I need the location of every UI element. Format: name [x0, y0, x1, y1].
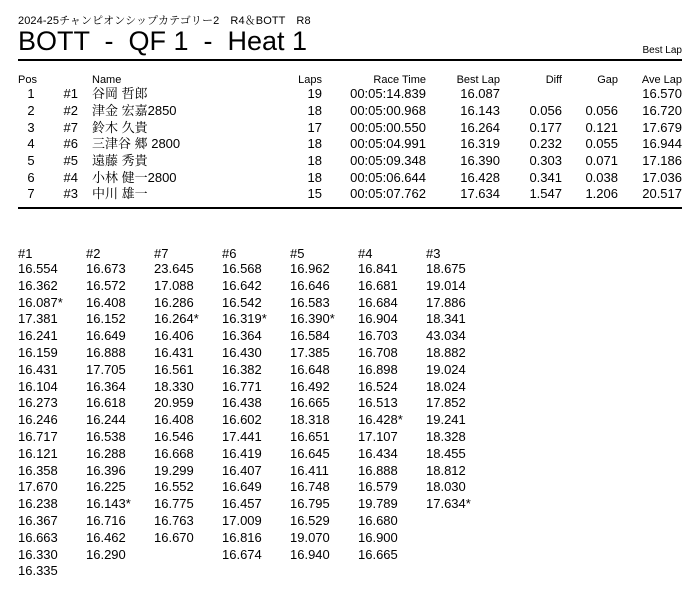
lap-time: 16.684 — [358, 294, 398, 310]
lap-time: 16.430 — [222, 344, 262, 360]
lap-time: 18.882 — [426, 344, 466, 360]
cell-laps: 18 — [307, 136, 322, 152]
lap-time: 18.812 — [426, 462, 466, 478]
cell-best-lap: 16.428 — [460, 169, 500, 185]
cell-number: #3 — [63, 186, 78, 202]
cell-ave-lap: 16.944 — [642, 136, 682, 152]
lap-time: 17.852 — [426, 395, 466, 411]
cell-ave-lap: 16.720 — [642, 103, 682, 119]
lap-time: 16.411 — [290, 462, 329, 478]
lap-time: 18.328 — [426, 428, 466, 444]
lap-time: 16.674 — [222, 546, 262, 562]
cell-diff: 0.303 — [529, 153, 562, 169]
lap-time: 18.318 — [290, 412, 330, 428]
lap-column-header: #6 — [222, 246, 237, 261]
table-row — [18, 136, 682, 153]
lap-time: 16.407 — [222, 462, 262, 478]
lap-time: 16.602 — [222, 412, 262, 428]
lap-column-header: #1 — [18, 246, 33, 261]
lap-time: 16.246 — [18, 412, 58, 428]
lap-time: 16.888 — [358, 462, 398, 478]
cell-pos: 4 — [27, 136, 35, 152]
lap-time: 16.898 — [358, 361, 398, 377]
cell-diff: 0.232 — [529, 136, 562, 152]
lap-time: 16.663 — [18, 529, 58, 545]
lap-time: 16.419 — [222, 445, 262, 461]
lap-time: 16.367 — [18, 512, 58, 528]
lap-time: 16.330 — [18, 546, 58, 562]
table-row — [18, 186, 682, 203]
col-name: Name — [92, 74, 122, 86]
cell-name: 中川 雄一 — [92, 186, 148, 202]
lap-time: 16.225 — [86, 479, 126, 495]
lap-time: 17.107 — [358, 428, 398, 444]
lap-time: 16.462 — [86, 529, 126, 545]
lap-time: 18.675 — [426, 261, 466, 276]
lap-time: 16.583 — [290, 294, 330, 310]
lap-time: 16.651 — [290, 428, 330, 444]
cell-ave-lap: 17.679 — [642, 119, 682, 135]
cell-best-lap: 16.143 — [460, 103, 500, 119]
cell-laps: 18 — [307, 103, 322, 119]
table-row — [18, 86, 682, 103]
cell-race-time: 00:05:09.348 — [350, 153, 426, 169]
lap-time: 16.288 — [86, 445, 126, 461]
lap-time: 16.542 — [222, 294, 262, 310]
lap-column — [290, 246, 358, 580]
lap-column — [18, 246, 86, 580]
lap-time: 16.888 — [86, 344, 126, 360]
lap-time: 16.771 — [222, 378, 262, 394]
col-race-time: Race Time — [373, 74, 426, 86]
col-pos: Pos — [18, 74, 37, 86]
lap-column-header: #4 — [358, 246, 373, 261]
cell-gap: 0.121 — [585, 119, 618, 135]
lap-time: 16.584 — [290, 328, 330, 344]
lap-time: 16.513 — [358, 395, 398, 411]
cell-diff: 0.056 — [529, 103, 562, 119]
cell-diff: 0.177 — [529, 119, 562, 135]
lap-time: 16.264* — [154, 311, 199, 327]
lap-time: 16.244 — [86, 412, 126, 428]
col-laps: Laps — [298, 74, 322, 86]
cell-pos: 5 — [27, 153, 35, 169]
lap-time: 16.431 — [18, 361, 58, 377]
lap-time: 16.319* — [222, 311, 267, 327]
lap-time: 16.104 — [18, 378, 58, 394]
cell-laps: 18 — [307, 153, 322, 169]
lap-time: 16.273 — [18, 395, 58, 411]
lap-time: 16.642 — [222, 277, 262, 293]
lap-time: 17.705 — [86, 361, 126, 377]
lap-time: 18.024 — [426, 378, 466, 394]
lap-time: 16.646 — [290, 277, 330, 293]
cell-gap — [562, 86, 618, 103]
lap-time: 16.648 — [290, 361, 330, 377]
lap-time: 16.841 — [358, 261, 398, 276]
lap-time: 19.241 — [426, 412, 466, 428]
lap-time: 16.708 — [358, 344, 398, 360]
lap-time: 18.330 — [154, 378, 194, 394]
lap-times-grid — [18, 246, 494, 580]
lap-time: 16.290 — [86, 546, 126, 562]
lap-time: 16.795 — [290, 496, 330, 512]
col-best-lap: Best Lap — [456, 74, 500, 86]
lap-time: 20.959 — [154, 395, 194, 411]
cell-name: 谷岡 哲郎 — [92, 86, 148, 102]
lap-time: 18.455 — [426, 445, 466, 461]
cell-pos: 2 — [27, 103, 35, 119]
lap-time: 19.070 — [290, 529, 330, 545]
results-body — [18, 86, 682, 203]
cell-diff — [500, 86, 562, 103]
cell-name: 津金 宏嘉2850 — [92, 103, 177, 119]
lap-column-header: #7 — [154, 246, 169, 261]
lap-time: 17.009 — [222, 512, 262, 528]
lap-time: 16.364 — [86, 378, 126, 394]
lap-time: 19.014 — [426, 277, 466, 293]
lap-time: 16.286 — [154, 294, 194, 310]
cell-number: #2 — [63, 103, 78, 119]
lap-time: 16.554 — [18, 261, 58, 276]
cell-ave-lap: 20.517 — [642, 186, 682, 202]
lap-time: 16.241 — [18, 328, 58, 344]
lap-time: 16.673 — [86, 261, 126, 276]
cell-best-lap: 17.634 — [460, 186, 500, 202]
lap-time: 18.341 — [426, 311, 466, 327]
cell-best-lap: 16.390 — [460, 153, 500, 169]
lap-time: 16.816 — [222, 529, 262, 545]
lap-time: 16.406 — [154, 328, 194, 344]
lap-time: 16.900 — [358, 529, 398, 545]
lap-time: 23.645 — [154, 261, 194, 276]
results-header-row — [18, 72, 682, 86]
cell-number: #4 — [63, 169, 78, 185]
lap-time: 16.904 — [358, 311, 398, 327]
lap-time: 17.381 — [18, 311, 58, 327]
lap-time: 16.396 — [86, 462, 126, 478]
table-row — [18, 169, 682, 186]
lap-time: 16.428* — [358, 412, 403, 428]
lap-time: 16.382 — [222, 361, 262, 377]
lap-column — [154, 246, 222, 580]
lap-time: 16.775 — [154, 496, 194, 512]
cell-pos: 6 — [27, 169, 35, 185]
cell-number: #1 — [63, 86, 78, 102]
table-row — [18, 103, 682, 120]
lap-time: 16.763 — [154, 512, 194, 528]
cell-pos: 1 — [27, 86, 35, 102]
lap-time: 16.561 — [154, 361, 194, 377]
lap-time: 16.618 — [86, 395, 126, 411]
lap-time: 16.390* — [290, 311, 335, 327]
lap-time: 17.385 — [290, 344, 330, 360]
lap-time: 16.524 — [358, 378, 398, 394]
lap-time: 16.717 — [18, 428, 58, 444]
lap-time: 16.568 — [222, 261, 262, 276]
lap-time: 16.546 — [154, 428, 194, 444]
lap-time: 17.441 — [222, 428, 262, 444]
cell-gap: 1.206 — [585, 186, 618, 202]
lap-time: 43.034 — [426, 328, 466, 344]
lap-time: 17.670 — [18, 479, 58, 495]
lap-time: 16.159 — [18, 344, 58, 360]
lap-column — [86, 246, 154, 580]
cell-number: #7 — [63, 119, 78, 135]
lap-time: 16.748 — [290, 479, 330, 495]
lap-time: 16.665 — [358, 546, 398, 562]
cell-name: 鈴木 久貴 — [92, 119, 148, 135]
lap-time: 16.579 — [358, 479, 398, 495]
lap-time: 16.668 — [154, 445, 194, 461]
lap-time: 16.940 — [290, 546, 330, 562]
lap-time: 16.408 — [86, 294, 126, 310]
cell-race-time: 00:05:00.550 — [350, 119, 426, 135]
lap-column-header: #3 — [426, 246, 441, 261]
lap-time: 16.680 — [358, 512, 398, 528]
table-row — [18, 119, 682, 136]
lap-time: 16.143* — [86, 496, 131, 512]
cell-ave-lap: 17.186 — [642, 153, 682, 169]
header-rule — [18, 59, 682, 61]
col-ave-lap: Ave Lap — [641, 74, 682, 86]
lap-time: 16.238 — [18, 496, 58, 512]
lap-time: 16.492 — [290, 378, 330, 394]
lap-time: 16.431 — [154, 344, 194, 360]
lap-time: 19.299 — [154, 462, 194, 478]
cell-race-time: 00:05:07.762 — [350, 186, 426, 202]
table-row — [18, 153, 682, 170]
cell-gap: 0.071 — [585, 153, 618, 169]
cell-best-lap: 16.319 — [460, 136, 500, 152]
lap-time: 16.152 — [86, 311, 126, 327]
best-lap-legend: Best Lap — [642, 45, 682, 56]
lap-time: 16.665 — [290, 395, 330, 411]
cell-diff: 0.341 — [529, 169, 562, 185]
lap-time: 16.121 — [18, 445, 58, 461]
lap-column-header: #2 — [86, 246, 101, 261]
lap-time: 16.529 — [290, 512, 330, 528]
lap-time: 16.670 — [154, 529, 194, 545]
cell-gap: 0.055 — [585, 136, 618, 152]
cell-gap: 0.038 — [585, 169, 618, 185]
cell-best-lap: 16.087 — [460, 86, 500, 102]
cell-ave-lap: 16.570 — [642, 86, 682, 102]
lap-column — [358, 246, 426, 580]
cell-laps: 17 — [307, 119, 322, 135]
lap-time: 19.024 — [426, 361, 466, 377]
results-bottom-rule — [18, 207, 682, 209]
lap-time: 17.088 — [154, 277, 194, 293]
lap-time: 16.457 — [222, 496, 262, 512]
cell-laps: 18 — [307, 169, 322, 185]
lap-time: 16.572 — [86, 277, 126, 293]
cell-ave-lap: 17.036 — [642, 169, 682, 185]
cell-laps: 19 — [307, 86, 322, 102]
lap-time: 17.886 — [426, 294, 466, 310]
lap-time: 16.408 — [154, 412, 194, 428]
lap-column — [426, 246, 494, 580]
cell-number: #5 — [63, 153, 78, 169]
cell-name: 遠藤 秀貴 — [92, 153, 148, 169]
lap-time: 16.335 — [18, 563, 58, 579]
cell-race-time: 00:05:14.839 — [350, 86, 426, 102]
cell-name: 三津谷 郷 2800 — [92, 136, 181, 152]
lap-time: 16.681 — [358, 277, 398, 293]
lap-time: 16.434 — [358, 445, 398, 461]
col-gap: Gap — [597, 74, 618, 86]
lap-time: 16.438 — [222, 395, 262, 411]
col-diff: Diff — [545, 74, 562, 86]
lap-time: 16.716 — [86, 512, 126, 528]
cell-best-lap: 16.264 — [460, 119, 500, 135]
lap-time: 16.649 — [86, 328, 126, 344]
lap-time: 16.362 — [18, 277, 58, 293]
lap-time: 16.538 — [86, 428, 126, 444]
lap-time: 16.087* — [18, 294, 63, 310]
lap-time: 16.962 — [290, 261, 330, 276]
lap-column — [222, 246, 290, 580]
cell-name: 小林 健一2800 — [92, 169, 177, 185]
lap-time: 17.634* — [426, 496, 471, 512]
cell-race-time: 00:05:06.644 — [350, 169, 426, 185]
lap-time: 16.645 — [290, 445, 330, 461]
lap-time: 16.649 — [222, 479, 262, 495]
lap-column-header: #5 — [290, 246, 305, 261]
col-number — [44, 72, 92, 86]
lap-time: 16.552 — [154, 479, 194, 495]
lap-time: 16.703 — [358, 328, 398, 344]
cell-race-time: 00:05:00.968 — [350, 103, 426, 119]
lap-time: 16.358 — [18, 462, 58, 478]
lap-time: 19.789 — [358, 496, 398, 512]
cell-diff: 1.547 — [529, 186, 562, 202]
cell-gap: 0.056 — [585, 103, 618, 119]
lap-time: 18.030 — [426, 479, 466, 495]
cell-laps: 15 — [307, 186, 322, 202]
cell-pos: 7 — [27, 186, 35, 202]
event-subtitle: 2024-25チャンピオンシップカテゴリー2 R4＆BOTT R8 — [18, 15, 311, 27]
results-table — [18, 72, 682, 203]
cell-number: #6 — [63, 136, 78, 152]
cell-race-time: 00:05:04.991 — [350, 136, 426, 152]
page-title: BOTT - QF 1 - Heat 1 — [18, 26, 308, 56]
cell-pos: 3 — [27, 119, 35, 135]
lap-time: 16.364 — [222, 328, 262, 344]
